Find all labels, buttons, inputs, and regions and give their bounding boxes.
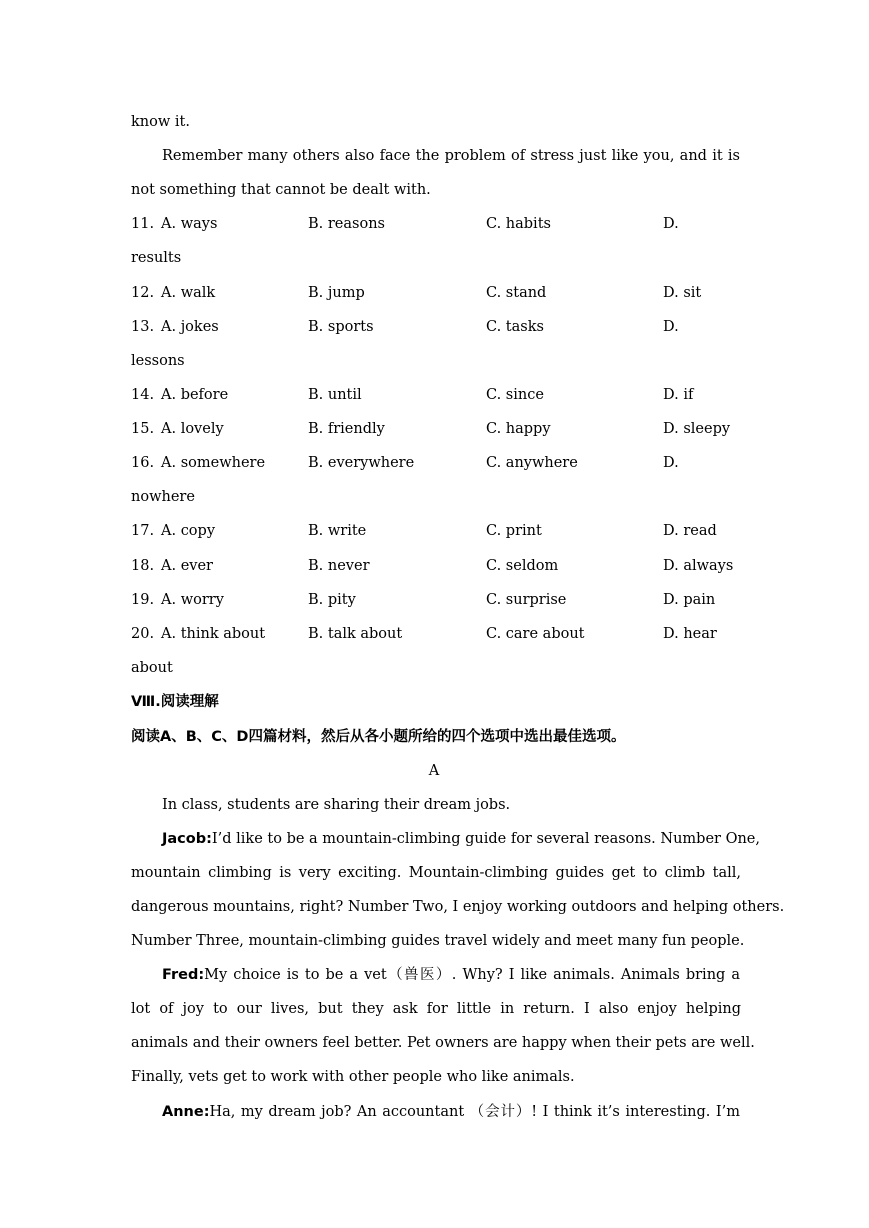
option-a: A. jokes [161,319,219,335]
option-d-wrap: results [131,250,182,266]
jacob-line-1: Jacob:I’d like to be a mountain-climbing guide for several reasons. Number One, [162,831,760,847]
question-number: 20. [131,626,155,642]
question-number: 17. [131,523,155,539]
option-a: A. somewhere [161,455,266,471]
option-c: C. tasks [486,319,544,335]
question-number: 14. [131,387,155,403]
option-d-wrap: about [131,660,173,676]
option-c: C. happy [486,421,551,437]
option-c: C. seldom [486,558,559,574]
option-c: C. surprise [486,592,567,608]
option-b: B. sports [308,319,374,335]
jacob-line-3: dangerous mountains, right? Number Two, I enjoy working outdoors and helping others. [131,899,785,915]
passage-label: A [428,763,440,779]
option-c: C. anywhere [486,455,578,471]
anne-line-1: Anne:Ha, my dream job? An accountant （会计）! I think it’s interesting. I’m [162,1104,740,1120]
option-a: A. copy [161,523,216,539]
option-d: D. pain [663,592,716,608]
option-c: C. since [486,387,544,403]
jacob-line-4: Number Three, mountain-climbing guides travel widely and meet many fun people. [131,933,745,949]
option-b: B. everywhere [308,455,415,471]
option-b: B. talk about [308,626,403,642]
option-d: D. [663,216,679,232]
speaker-name: Jacob: [162,831,212,847]
intro-line-1: know it. [131,114,190,130]
option-b: B. never [308,558,370,574]
option-a: A. worry [161,592,224,608]
question-number: 19. [131,592,155,608]
section-instruction: 阅读A、B、C、D四篇材料，然后从各小题所给的四个选项中选出最佳选项。 [131,729,626,745]
option-d-wrap: nowhere [131,489,195,505]
option-d: D. always [663,558,734,574]
section-heading: Ⅷ.阅读理解 [131,694,219,710]
option-b: B. friendly [308,421,385,437]
option-c: C. print [486,523,542,539]
jacob-line-2: mountain climbing is very exciting. Mountain-climbing guides get to climb tall, [131,865,741,881]
option-d: D. if [663,387,694,403]
option-d: D. sit [663,285,702,301]
option-a: A. ever [161,558,213,574]
speaker-name: Fred: [162,967,205,983]
fred-line-3: animals and their owners feel better. Pet owners are happy when their pets are well. [131,1035,755,1051]
option-d: D. sleepy [663,421,731,437]
option-b: B. write [308,523,367,539]
question-number: 13. [131,319,155,335]
intro-line-3: not something that cannot be dealt with. [131,182,431,198]
option-d: D. [663,455,679,471]
option-b: B. pity [308,592,356,608]
option-a: A. before [161,387,229,403]
passage-intro: In class, students are sharing their dream jobs. [162,797,511,813]
option-c: C. care about [486,626,585,642]
option-d: D. read [663,523,717,539]
speaker-name: Anne: [162,1104,210,1120]
option-a: A. ways [161,216,218,232]
intro-line-2: Remember many others also face the problem of stress just like you, and it is [162,148,740,164]
question-number: 15. [131,421,155,437]
option-b: B. jump [308,285,365,301]
fred-line-2: lot of joy to our lives, but they ask for little in return. I also enjoy helping [131,1001,741,1017]
fred-line-4: Finally, vets get to work with other people who like animals. [131,1069,575,1085]
fred-line-1: Fred:My choice is to be a vet（兽医）. Why? I like animals. Animals bring a [162,967,740,983]
option-a: A. lovely [161,421,224,437]
option-c: C. habits [486,216,551,232]
option-d-wrap: lessons [131,353,185,369]
option-b: B. until [308,387,362,403]
option-a: A. walk [161,285,216,301]
option-c: C. stand [486,285,547,301]
question-number: 11. [131,216,155,232]
question-number: 18. [131,558,155,574]
option-b: B. reasons [308,216,385,232]
option-d: D. hear [663,626,717,642]
option-a: A. think about [161,626,266,642]
question-number: 16. [131,455,155,471]
option-d: D. [663,319,679,335]
question-number: 12. [131,285,155,301]
